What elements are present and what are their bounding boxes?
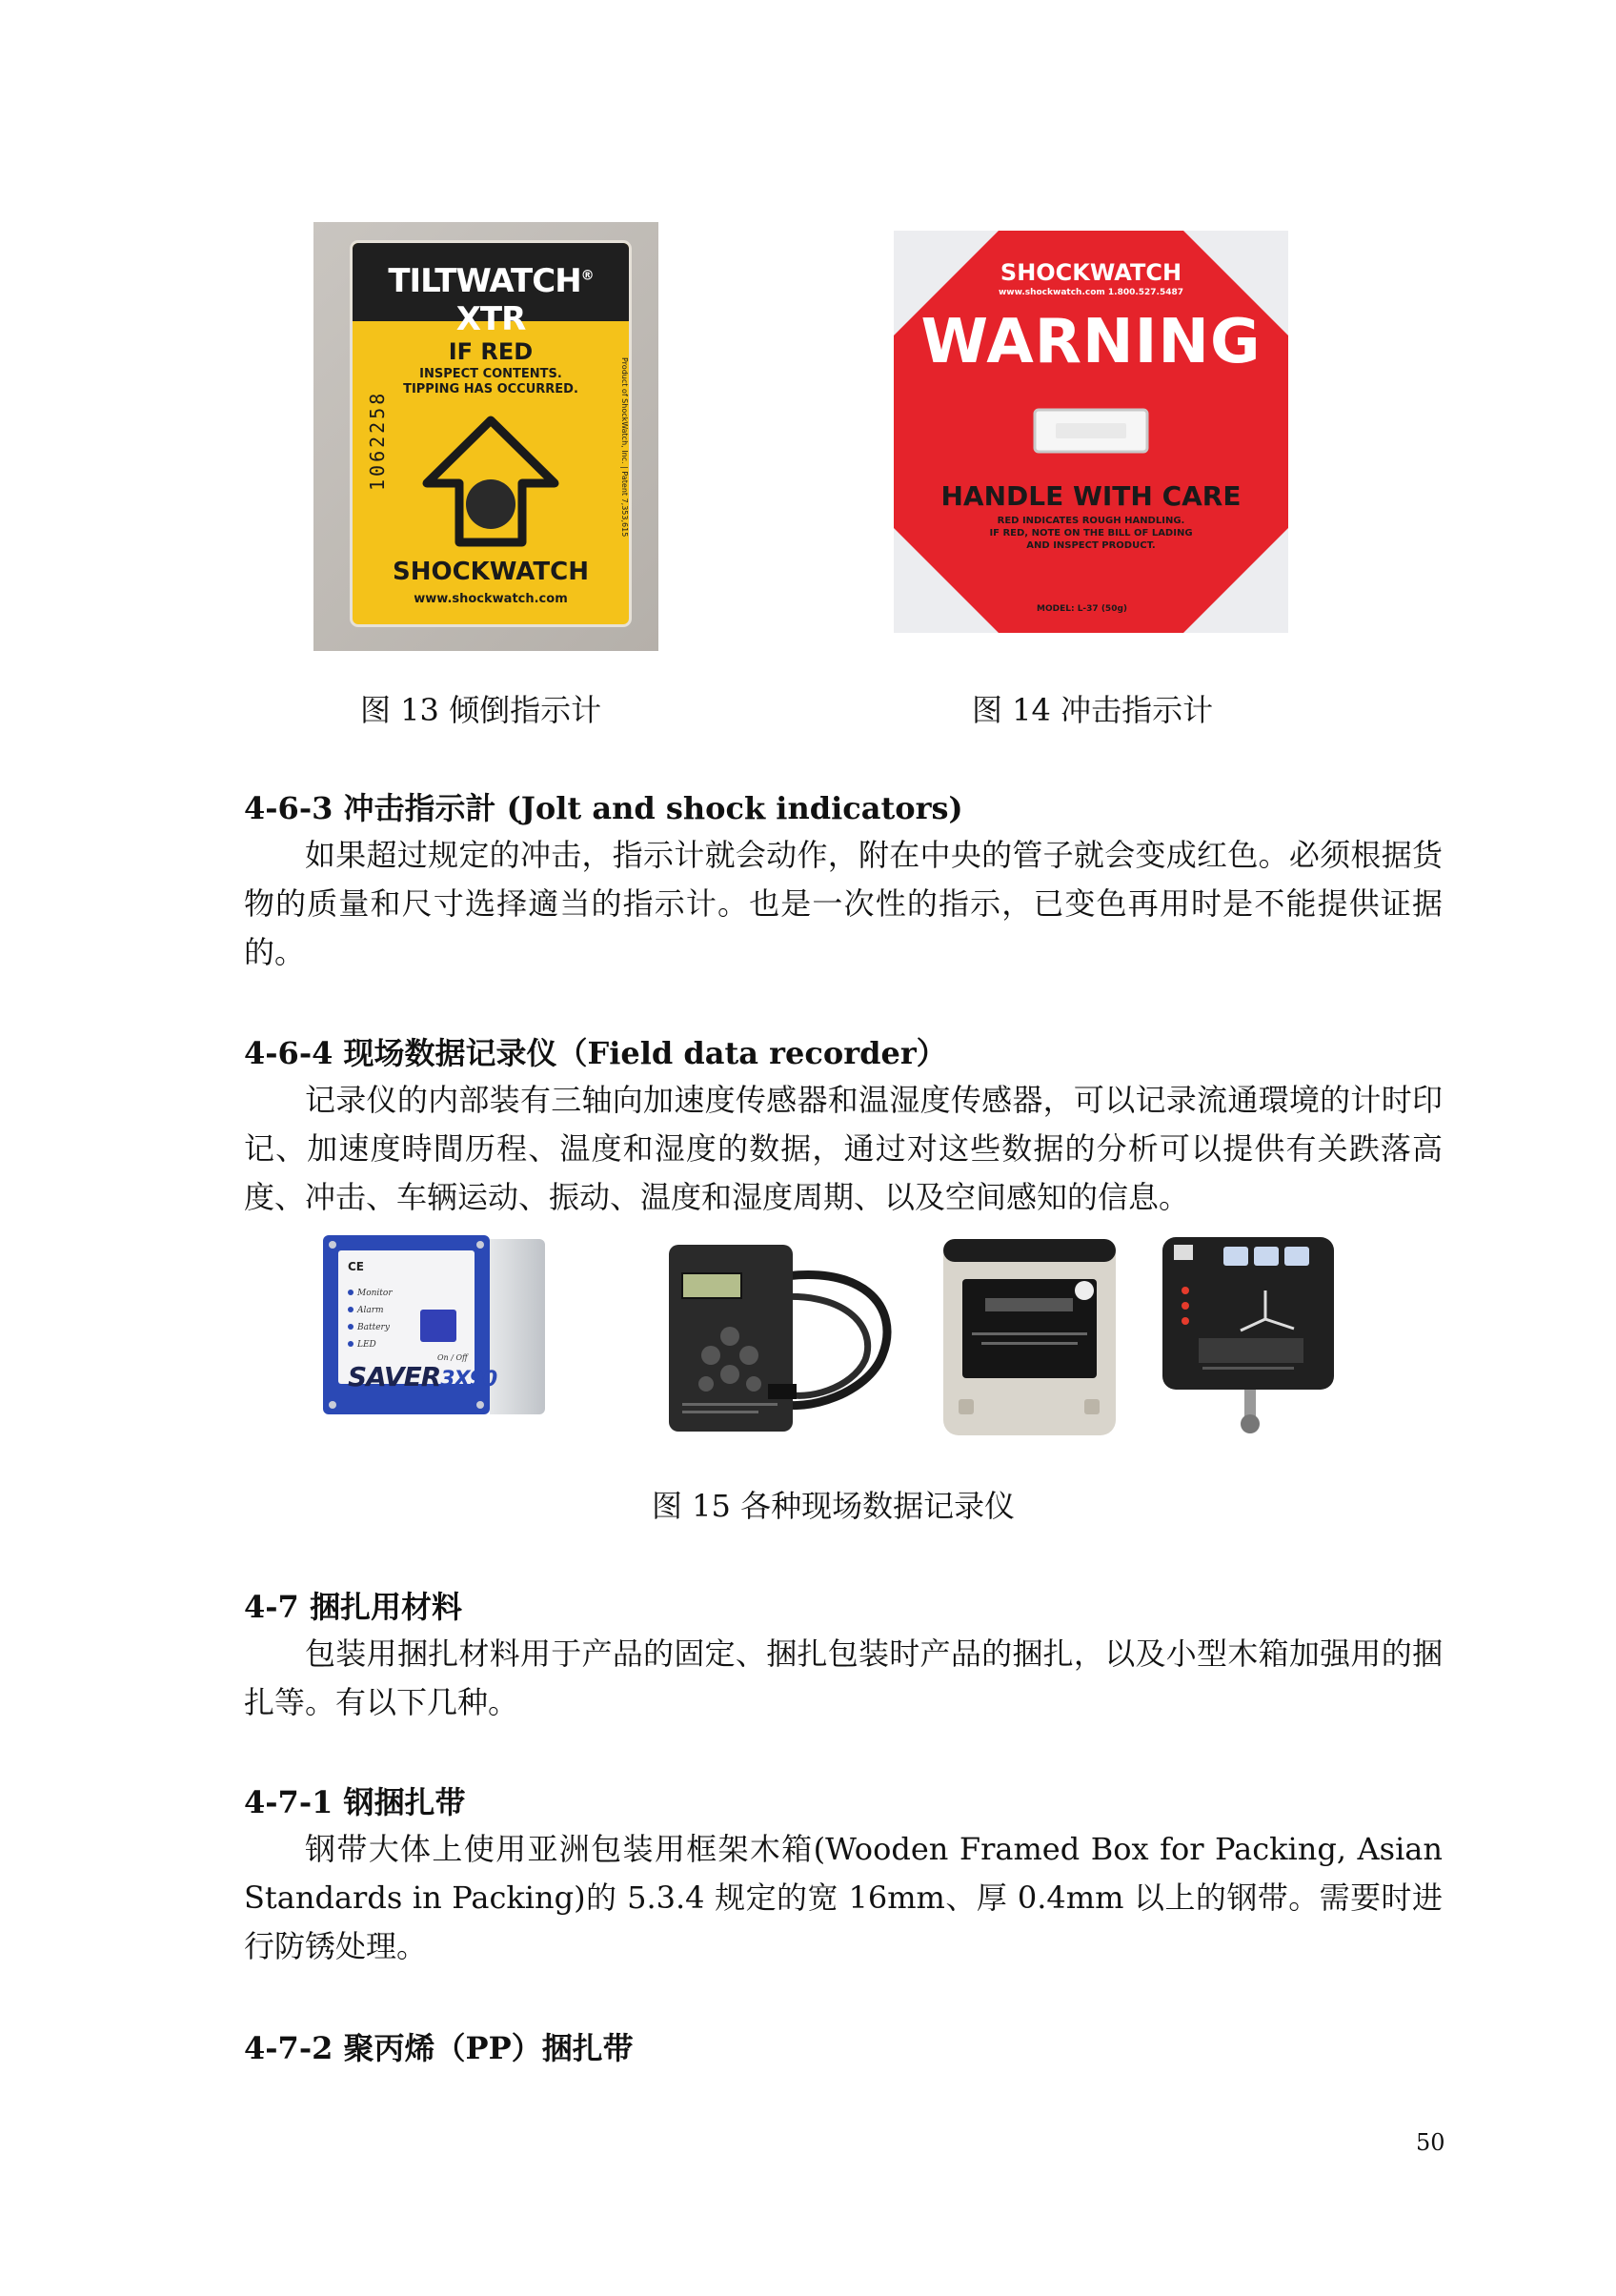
- section-4-7-1-heading: 4-7-1 钢捆扎带: [244, 1784, 466, 1820]
- handheld-recorder: [663, 1241, 901, 1437]
- section-4-7-2-heading: 4-7-2 聚丙烯（PP）捆扎带: [244, 2030, 634, 2066]
- shock-indicator-photo: [894, 231, 1288, 633]
- shock-model-text: MODEL: L-37 (50g): [1037, 604, 1128, 614]
- saver-recorder: [323, 1235, 547, 1416]
- saver-brand: SAVER3X90: [348, 1361, 497, 1392]
- section-4-6-3-heading: 4-6-3 冲击指示計 (Jolt and shock indicators): [244, 790, 963, 826]
- ce-mark: CE: [348, 1260, 365, 1273]
- box-recorder: [941, 1237, 1118, 1437]
- tilt-brand: TILTWATCH® XTR: [388, 262, 594, 338]
- field-data-recorders-photo: [320, 1233, 1359, 1443]
- shock-handle-text: HANDLE WITH CARE: [940, 480, 1242, 512]
- figure-14-caption: 图 14 冲击指示计: [972, 692, 1214, 728]
- saver-indicator-list: Monitor Alarm Battery LED: [348, 1285, 393, 1353]
- section-4-6-3-body: 如果超过规定的冲击，指示计就会动作，附在中央的管子就会变成红色。必须根据货物的质量和尺寸选择適当的指示计。也是一次性的指示，已变色再用时是不能提供证据的。: [244, 837, 1443, 970]
- section-4-7-1-body: 钢带大体上使用亚洲包装用框架木箱(Wooden Framed Box for Packing, Asian Standards in Packing)的 5.3.4 规定的宽 16mm、厚 0.4mm 以上的钢带。需要时进行防锈处理。: [244, 1831, 1443, 1964]
- shock-brand: SHOCKWATCH: [1000, 259, 1182, 286]
- figure-13-caption: 图 13 倾倒指示计: [360, 692, 602, 728]
- page-number: 50: [1416, 2129, 1445, 2156]
- tilt-inspect-text: INSPECT CONTENTS. TIPPING HAS OCCURRED.: [403, 367, 578, 396]
- up-arrow-icon: [419, 415, 562, 548]
- sensor-recorder: [1161, 1233, 1337, 1443]
- section-4-6-4-body: 记录仪的内部装有三轴向加速度传感器和温湿度传感器，可以记录流通環境的计时印记、加速度時間历程、温度和湿度的数据，通过对这些数据的分析可以提供有关跌落高度、冲击、车辆运动、振动、温度和湿度周期、以及空间感知的信息。: [244, 1082, 1443, 1215]
- tilt-url: www.shockwatch.com: [414, 592, 568, 606]
- tilt-patent-text: Product of ShockWatch, Inc. | Patent 7,353,615: [620, 357, 629, 538]
- section-4-7-body: 包装用捆扎材料用于产品的固定、捆扎包装时产品的捆扎，以及小型木箱加强用的捆扎等。有以下几种。: [244, 1636, 1443, 1720]
- shock-warning-text: WARNING: [920, 307, 1262, 377]
- shockwatch-logo: SHOCKWATCH: [392, 558, 589, 586]
- shock-url: www.shockwatch.com 1.800.527.5487: [998, 288, 1184, 297]
- section-4-7-heading: 4-7 捆扎用材料: [244, 1589, 462, 1625]
- tilt-if-red: IF RED: [448, 338, 534, 365]
- tilt-indicator-label: [353, 243, 629, 624]
- tilt-indicator-photo: [313, 222, 658, 651]
- section-4-6-4-heading: 4-6-4 现场数据记录仪（Field data recorder）: [244, 1035, 947, 1071]
- power-button-icon: [420, 1310, 456, 1342]
- tilt-serial-number: 1062258: [366, 390, 389, 491]
- figure-15-caption: 图 15 各种现场数据记录仪: [652, 1488, 1016, 1524]
- shock-note-text: RED INDICATES ROUGH HANDLING. IF RED, NOTE ON THE BILL OF LADING AND INSPECT PRODUCT.: [989, 516, 1193, 551]
- saver-onoff-label: On / Off: [437, 1353, 468, 1362]
